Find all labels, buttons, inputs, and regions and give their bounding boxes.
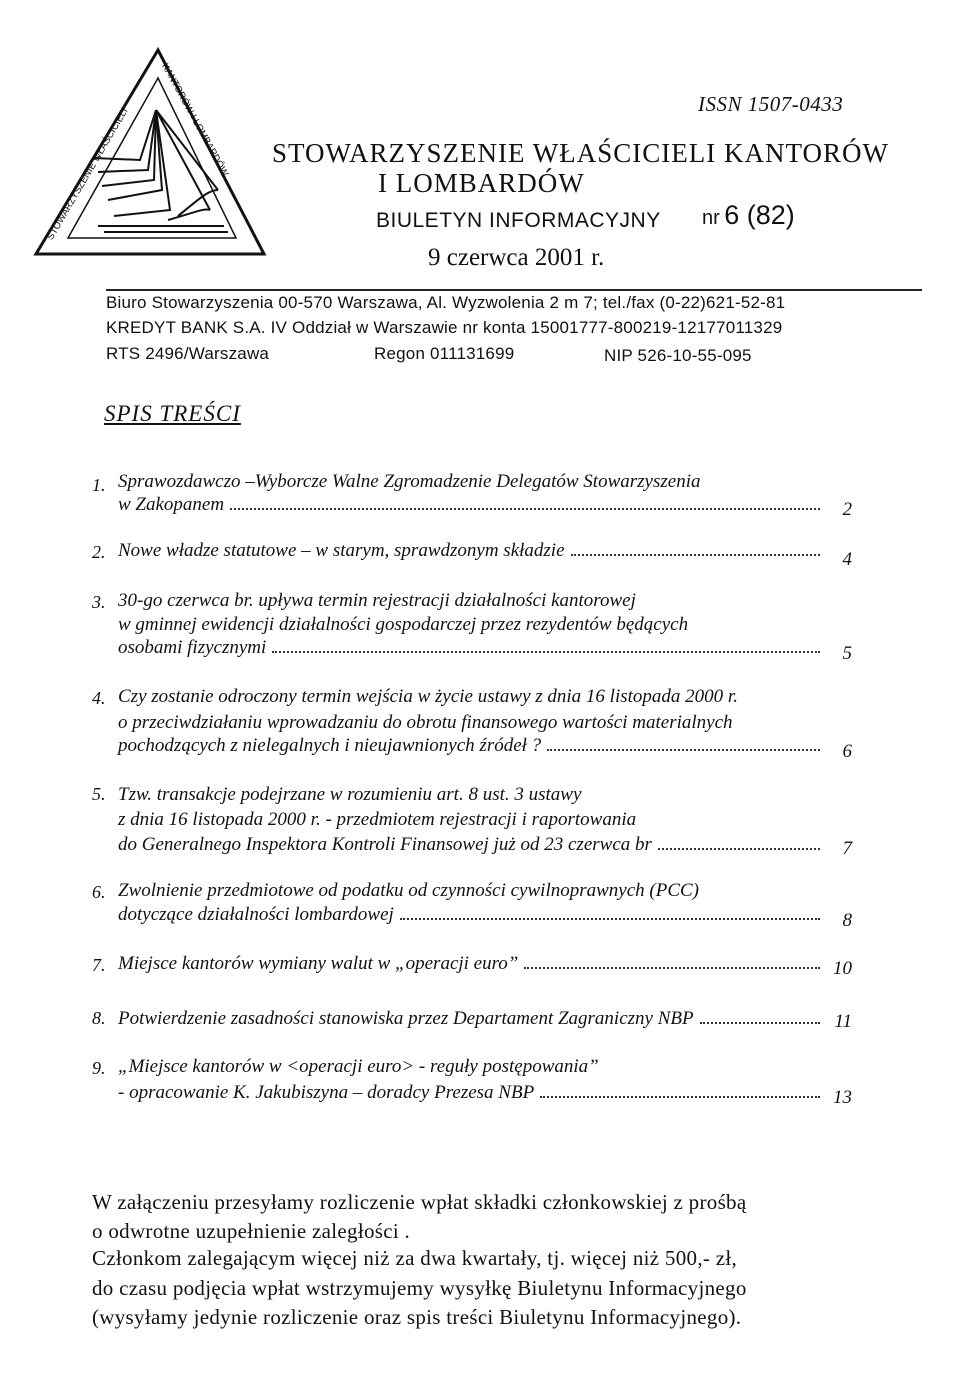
toc-item-page: 7	[842, 838, 852, 859]
association-logo	[28, 40, 268, 270]
dot-leader	[272, 651, 820, 653]
toc-item-text: Czy zostanie odroczony termin wejścia w życie ustawy z dnia 16 listopada 2000 r.	[118, 686, 738, 707]
logo-text-left: STOWARZYSZENIE WŁAŚCICIELI	[45, 106, 131, 243]
toc-item-page: 13	[833, 1087, 852, 1108]
dot-leader	[524, 967, 820, 969]
toc-item-page: 11	[834, 1011, 852, 1032]
toc-item-text: w Zakopanem	[118, 494, 225, 515]
header-divider	[106, 289, 922, 291]
toc-item-text: z dnia 16 listopada 2000 r. - przedmiotem rejestracji i raportowania	[118, 809, 637, 830]
logo-text-right: KANTORÓW I LOMBARDÓW	[159, 61, 231, 179]
toc-item-leader	[118, 637, 826, 659]
toc-item-text: osobami fizycznymi	[118, 637, 267, 658]
dot-leader	[400, 918, 820, 920]
toc-item-leader	[118, 735, 826, 757]
notice-line: do czasu podjęcia wpłat wstrzymujemy wysyłkę Biuletynu Informacyjnego	[92, 1276, 747, 1300]
toc-item-page: 5	[842, 643, 852, 664]
nip-number: NIP 526-10-55-095	[604, 346, 752, 365]
rts-number: RTS 2496/Warszawa	[106, 344, 270, 363]
toc-item-leader	[118, 494, 826, 516]
toc-item-text: w gminnej ewidencji działalności gospodarczej przez rezydentów będących	[118, 614, 689, 635]
toc-item-leader	[118, 540, 826, 562]
organization-name-line2: I LOMBARDÓW	[378, 168, 585, 198]
notice-line: o odwrotne uzupełnienie zaległości .	[92, 1219, 411, 1243]
dot-leader	[540, 1096, 820, 1098]
issn-number: ISSN 1507-0433	[698, 92, 844, 116]
issue-value: 6 (82)	[724, 200, 795, 230]
toc-item-text: Nowe władze statutowe – w starym, sprawdzonym składzie	[118, 540, 565, 561]
toc-item-leader	[118, 1008, 826, 1030]
dot-leader	[230, 508, 820, 510]
toc-item-text: pochodzących z nielegalnych i nieujawnionych źródeł ?	[118, 735, 542, 756]
issue-prefix: nr	[702, 207, 720, 229]
toc-item-number: 2.	[92, 542, 106, 562]
toc-item-text: Tzw. transakcje podejrzane w rozumieniu art. 8 ust. 3 ustawy	[118, 784, 582, 805]
toc-item-number: 6.	[92, 882, 106, 902]
toc-item-text: do Generalnego Inspektora Kontroli Finansowej już od 23 czerwca br	[118, 834, 652, 855]
notice-line: W załączeniu przesyłamy rozliczenie wpłat składki członkowskiej z prośbą	[92, 1190, 747, 1214]
toc-item-text: dotyczące działalności lombardowej	[118, 904, 394, 925]
toc-item-text: Sprawozdawczo –Wyborcze Walne Zgromadzenie Delegatów Stowarzyszenia	[118, 471, 701, 492]
toc-title: SPIS TREŚCI	[104, 401, 241, 426]
office-address: Biuro Stowarzyszenia 00-570 Warszawa, Al. Wyzwolenia 2 m 7; tel./fax (0-22)621-52-81	[106, 293, 786, 312]
toc-item-leader	[118, 953, 826, 975]
toc-item-text: „Miejsce kantorów w <operacji euro> - reguły postępowania”	[118, 1056, 599, 1077]
toc-item-number: 4.	[92, 688, 106, 708]
bulletin-title: BIULETYN INFORMACYJNY	[376, 209, 661, 232]
organization-name-line1: STOWARZYSZENIE WŁAŚCICIELI KANTORÓW	[272, 138, 889, 168]
toc-item-number: 9.	[92, 1058, 106, 1078]
dot-leader	[547, 749, 820, 751]
toc-item-text: 30-go czerwca br. upływa termin rejestracji działalności kantorowej	[118, 590, 636, 611]
toc-item-page: 4	[842, 549, 852, 570]
toc-item-number: 1.	[92, 475, 106, 495]
bank-account: KREDYT BANK S.A. IV Oddział w Warszawie nr konta 15001777-800219-12177011329	[106, 318, 783, 337]
notice-line: (wysyłamy jedynie rozliczenie oraz spis treści Biuletynu Informacyjnego).	[92, 1305, 742, 1329]
toc-item-leader	[118, 904, 826, 926]
regon-number: Regon 011131699	[374, 344, 515, 363]
toc-item-leader	[118, 1082, 826, 1104]
toc-item-page: 8	[842, 910, 852, 931]
toc-item-page: 6	[842, 741, 852, 762]
dot-leader	[571, 554, 820, 556]
toc-item-text: Miejsce kantorów wymiany walut w „operacji euro”	[118, 953, 519, 974]
toc-item-text: Potwierdzenie zasadności stanowiska przez Departament Zagraniczny NBP	[118, 1008, 694, 1029]
dot-leader	[658, 848, 820, 850]
toc-item-number: 5.	[92, 784, 106, 804]
toc-item-text: o przeciwdziałaniu wprowadzaniu do obrotu finansowego wartości materialnych	[118, 712, 733, 733]
toc-item-text: Zwolnienie przedmiotowe od podatku od czynności cywilnoprawnych (PCC)	[118, 880, 700, 901]
notice-line: Członkom zalegającym więcej niż za dwa kwartały, tj. więcej niż 500,- zł,	[92, 1246, 738, 1270]
toc-item-number: 8.	[92, 1008, 106, 1028]
toc-item-leader	[118, 834, 826, 856]
toc-item-text: - opracowanie K. Jakubiszyna – doradcy Prezesa NBP	[118, 1082, 535, 1103]
issue-date: 9 czerwca 2001 r.	[428, 244, 605, 271]
issue-number	[702, 200, 795, 231]
toc-item-number: 7.	[92, 955, 106, 975]
dot-leader	[700, 1022, 820, 1024]
toc-item-number: 3.	[92, 592, 106, 612]
toc-item-page: 2	[842, 499, 852, 520]
toc-item-page: 10	[833, 958, 852, 979]
